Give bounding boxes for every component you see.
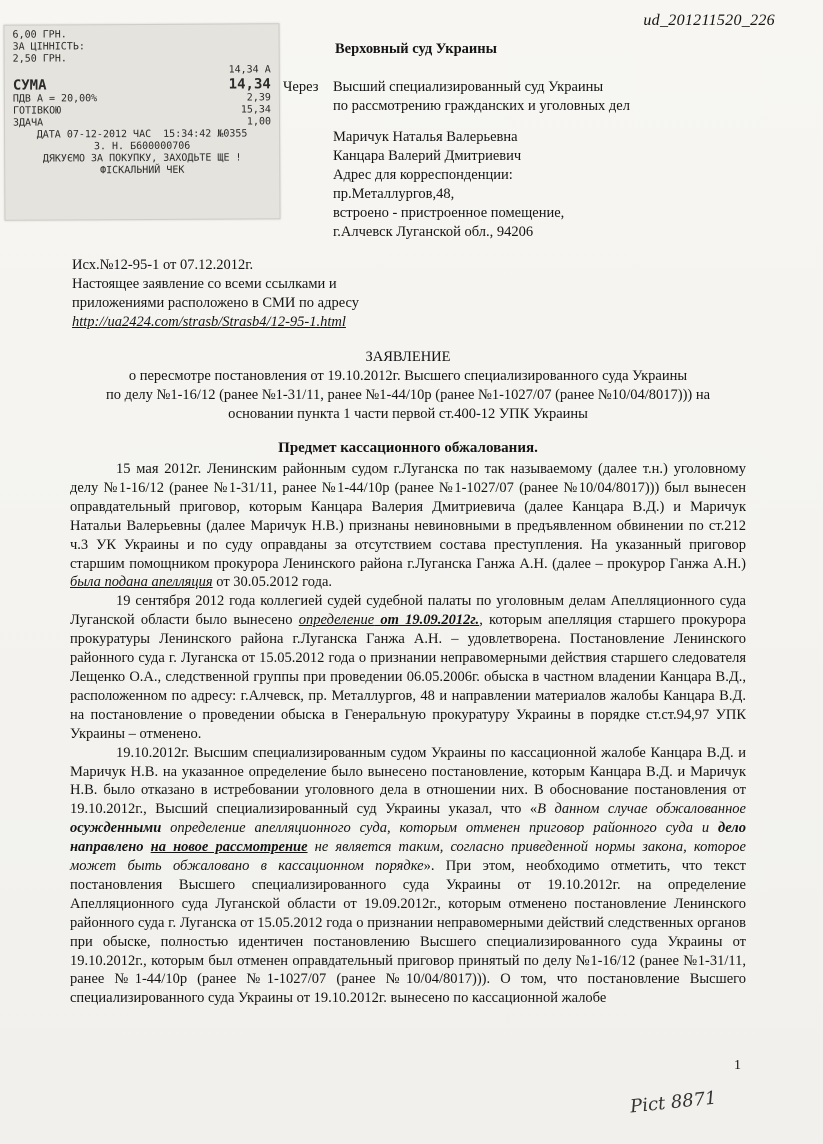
receipt-line: ЗА ЦІННІСТЬ:: [12, 41, 85, 53]
address-line-3: г.Алчевск Луганской обл., 94206: [333, 224, 534, 240]
receipt-date-line: ДАТА 07-12-2012 ЧАС 15:34:42 №0355: [36, 128, 248, 141]
applicant-address: [333, 128, 564, 242]
ruling-word: определение: [298, 612, 375, 629]
statement-line-2: по делу №1-16/12 (ранее №1-31/11, ранее №1-44/10р (ранее №1-1027/07 (ранее №10/04/8017))) на: [105, 387, 711, 403]
paragraph-3: 19.10.2012г. Высшим специализированным судом Украины по кассационной жалобе Канцара В.Д. и Маричук Н.В. на указанное определение было вынесено постановление, которым Канцара В.Д. и Маричук Н.В. было отказано в истребовании уголовного дела в отношении них. В обоснование постановления от 19.10.2012г., Высший специализированный суд Украины указал, что «В данном случае обжалованное осужденными определение апелляционного суда, которым отменен приговор районного суда и дело направлено на новое рассмотрение не является таким, согласно приведенной нормы закона, которое может быть обжаловано в кассационном порядке». При этом, необходимо отметить, что текст постановления Высшего специализированного суда Украины от 19.10.2012г. на определение Апелляционного суда Луганской области от 19.09.2012г., которым отменено постановление Ленинского районного суда г. Луганска от 15.05.2012 года о признании неправомерными действий следственных органов при обыске, полностью идентичен постановлению Высшего специализированного суда Украины от 19.10.2012г., которым был отменен оправдательный приговор принятый по делу №1-16/12 (ранее №1-31/11, ранее №1-44/10р (ранее №1-1027/07 (ранее №10/04/8017))). О том, что постановление Высшего специализированного суда Украины от 19.10.2012г. вынесено по кассационной жалобе: [70, 744, 746, 1007]
handwritten-note: Pict 8871: [629, 1087, 718, 1118]
address-line-1: пр.Металлургов,48,: [333, 186, 455, 202]
quote-part-2: определение апелляционного суда, которым отменен приговор районного суда и: [161, 820, 719, 837]
receipt-fiscal: ФІСКАЛЬНИЙ ЧЕК: [100, 164, 185, 177]
receipt-cash-label: ГОТІВКОЮ: [12, 105, 62, 117]
statement-line-3: основании пункта 1 части первой ст.400-12 УПК Украины: [228, 406, 588, 422]
statement-heading: ЗАЯВЛЕНИЕ: [365, 349, 451, 365]
quote-part-3: не является таким, согласно приведенной нормы закона, которое может быть обжаловано в кассационном порядке: [70, 839, 746, 875]
receipt-thanks: ДЯКУЄМО ЗА ПОКУПКУ, ЗАХОДЬТЕ ЩЕ !: [42, 152, 242, 165]
quote-convicted: осужденными: [70, 820, 162, 837]
receipt-line: 2,50 ГРН.: [12, 53, 67, 65]
outgoing-reference: [72, 256, 359, 332]
receipt-vat-value: 2,39: [246, 92, 271, 104]
outgoing-url-link[interactable]: http://ua2424.com/strasb/Strasb4/12-95-1.html: [72, 314, 346, 330]
via-court-line-1: Высший специализированный суд Украины: [333, 79, 604, 95]
applicant-name-1: Маричук Наталья Валерьевна: [333, 129, 518, 145]
appeal-filed-phrase: была подана апелляция: [70, 574, 213, 591]
subject-heading: Предмет кассационного обжалования.: [278, 440, 538, 456]
fiscal-receipt: [3, 23, 280, 220]
document-id: ud_201211520_226: [643, 12, 775, 29]
quote-case-sent: дело направлено: [70, 820, 746, 856]
via-block: [283, 78, 630, 116]
receipt-line: 14,34 А: [228, 64, 271, 76]
receipt-code-line: З. Н. Б600000706: [93, 140, 191, 153]
quote-new-review: на новое рассмотрение: [150, 839, 308, 856]
statement-line-1: о пересмотре постановления от 19.10.2012г. Высшего специализированного суда Украины: [128, 368, 688, 384]
paragraph-2: 19 сентября 2012 года коллегией судей судебной палаты по уголовным делам Апелляционного суда Луганской области было вынесено определение от 19.09.2012г., которым апелляция старшего прокурора прокуратуры Ленинского района г.Луганска Ганжа А.Н. – удовлетворена. Постановление Ленинского районного суда г. Луганска от 15.05.2012 года о признании неправомерными действия старшего следователя Лещенко О.А., следственной группы при проведении 06.05.2006г. обыска в частном владении Канцара В.Д., расположенном по адресу: г.Алчевск, пр. Металлургов, 48 и направлении материалов жалобы Канцара В.Д. на постановление о проведении обыска в Генеральную прокуратуру Украины в порядке ст.ст.94,97 УПК Украины – отменено.: [70, 593, 746, 742]
receipt-vat-label: ПДВ А = 20,00%: [12, 93, 98, 105]
outgoing-note-2: приложениями расположено в СМИ по адресу: [72, 295, 359, 311]
statement-title: [70, 348, 746, 424]
receipt-sum-value: 14,34: [228, 76, 271, 93]
receipt-sum-label: СУМА: [12, 77, 47, 94]
applicant-name-2: Канцара Валерий Дмитриевич: [333, 148, 522, 164]
via-label: Через: [283, 79, 319, 95]
address-label: Адрес для корреспонденции:: [333, 167, 513, 183]
document-body: [70, 460, 746, 1008]
outgoing-number: Исх.№12-95-1 от 07.12.2012г.: [72, 257, 254, 273]
quote-part-1: В данном случае обжалованное: [537, 801, 746, 818]
receipt-line: 6,00 ГРН.: [12, 29, 67, 41]
receipt-change-value: 1,00: [246, 116, 272, 128]
receipt-cash-value: 15,34: [240, 104, 271, 116]
receipt-change-label: ЗДАЧА: [12, 117, 44, 129]
address-line-2: встроено - пристроенное помещение,: [333, 205, 565, 221]
court-name: Верховный суд Украины: [335, 41, 497, 57]
paragraph-1: 15 мая 2012г. Ленинским районным судом г.Луганска по так называемому (далее т.н.) уголовному делу №1-16/12 (ранее №1-31/11, ранее №1-44/10р (ранее №1-1027/07 (ранее №10/04/8017))) был вынесен оправдательный приговор, которым Канцара Валерия Дмитриевича (далее Канцара В.Д.) и Маричук Натальи Валерьевны (далее Маричук Н.В.) признаны невиновными в предъявленном обвинении по ст.212 ч.3 УК Украины и по суду оправданы за отсутствием состава преступления. На указанный приговор старшим помощником прокурора Ленинского района г.Луганска Ганжа А.Н. (далее – прокурор Ганжа А.Н.) была подана апелляция от 30.05.2012 года.: [70, 461, 746, 591]
page-number: 1: [734, 1058, 741, 1073]
ruling-date: от 19.09.2012г.: [374, 612, 480, 629]
via-court-line-2: по рассмотрению гражданских и уголовных дел: [333, 98, 630, 114]
outgoing-note-1: Настоящее заявление со всеми ссылками и: [72, 276, 337, 292]
